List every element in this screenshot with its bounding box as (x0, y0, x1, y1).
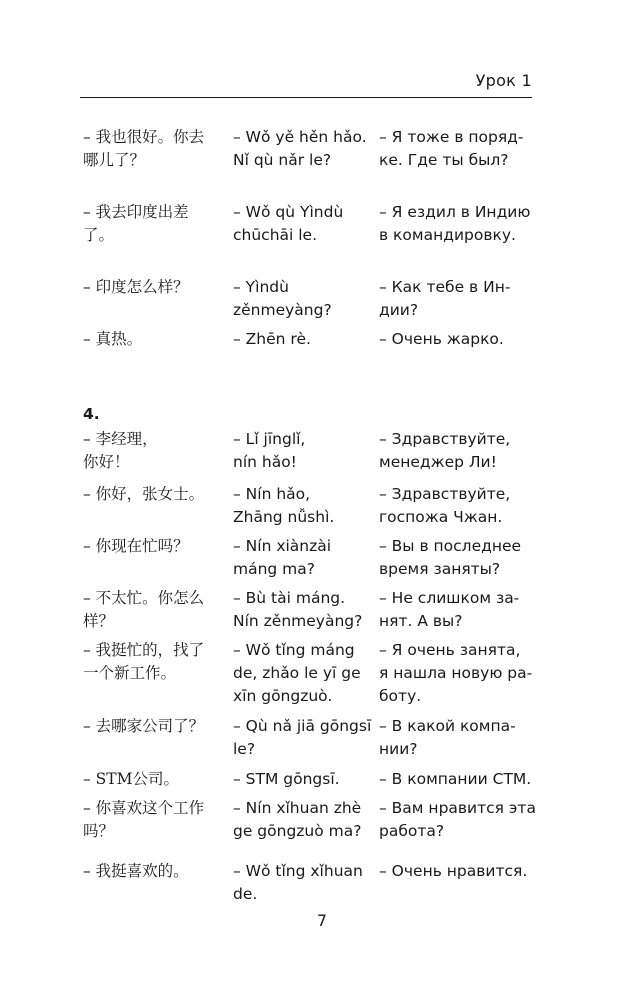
section-number: 4. (83, 405, 100, 423)
pinyin-line: – Yìndù zěnmeyàng? (233, 278, 332, 319)
russian-line: – Вы в последнее время заняты? (379, 537, 522, 578)
chinese-line: – 我去印度出差 了。 (83, 203, 189, 244)
chinese-line: – 你好，张女士。 (83, 485, 205, 503)
pinyin-line: – Nín xǐhuan zhè ge gōngzuò ma? (233, 799, 362, 840)
chinese-line: – 不太忙。你怎么 样？ (83, 589, 205, 630)
russian-line: – Вам нравится эта работа? (379, 799, 536, 840)
pinyin-line: – Nín xiànzài máng ma? (233, 537, 332, 578)
pinyin-line: – Wǒ yě hěn hǎo. Nǐ qù nǎr le? (233, 128, 367, 169)
pinyin-line: – Wǒ qù Yìndù chūchāi le. (233, 203, 344, 244)
russian-line: – Здравствуйте, госпожа Чжан. (379, 485, 511, 526)
russian-line: – В какой компа- нии? (379, 717, 516, 758)
chinese-line: – STM公司。 (83, 770, 180, 788)
chinese-line: – 我也很好。你去 哪儿了？ (83, 128, 205, 169)
russian-line: – Я очень занята, я нашла новую ра- боту. (379, 641, 533, 705)
chinese-line: – 你现在忙吗？ (83, 537, 189, 555)
header-rule (80, 97, 532, 98)
russian-line: – Я ездил в Индию в командировку. (379, 203, 531, 244)
russian-line: – Как тебе в Ин- дии? (379, 278, 511, 319)
pinyin-line: – Wǒ tǐng máng de, zhǎo le yī ge xīn gōngzuò. (233, 641, 361, 705)
chinese-line: – 李经理， 你好！ (83, 430, 158, 471)
pinyin-line: – Qù nǎ jiā gōngsī le? (233, 717, 372, 758)
pinyin-line: – Nín hǎo, Zhāng nǚshì. (233, 485, 335, 526)
chinese-line: – 我挺喜欢的。 (83, 862, 189, 880)
pinyin-line: – Bù tài máng. Nín zěnmeyàng? (233, 589, 363, 630)
pinyin-line: – STM gōngsī. (233, 770, 340, 788)
russian-line: – Я тоже в поряд- ке. Где ты был? (379, 128, 524, 169)
russian-line: – Здравствуйте, менеджер Ли! (379, 430, 511, 471)
russian-line: – В компании СТМ. (379, 770, 532, 788)
chinese-line: – 印度怎么样？ (83, 278, 189, 296)
pinyin-line: – Lǐ jīnglǐ, nín hǎo! (233, 430, 306, 471)
pinyin-line: – Zhēn rè. (233, 330, 311, 348)
chinese-line: – 真热。 (83, 330, 143, 348)
pinyin-line: – Wǒ tǐng xǐhuan de. (233, 862, 363, 903)
chinese-line: – 你喜欢这个工作 吗？ (83, 799, 205, 840)
running-header-title: Урок 1 (475, 71, 532, 90)
page-number: 7 (316, 911, 328, 930)
russian-line: – Очень жарко. (379, 330, 504, 348)
russian-line: – Не слишком за- нят. А вы? (379, 589, 520, 630)
chinese-line: – 去哪家公司了？ (83, 717, 205, 735)
russian-line: – Очень нравится. (379, 862, 528, 880)
chinese-line: – 我挺忙的，找了 一个新工作。 (83, 641, 205, 682)
